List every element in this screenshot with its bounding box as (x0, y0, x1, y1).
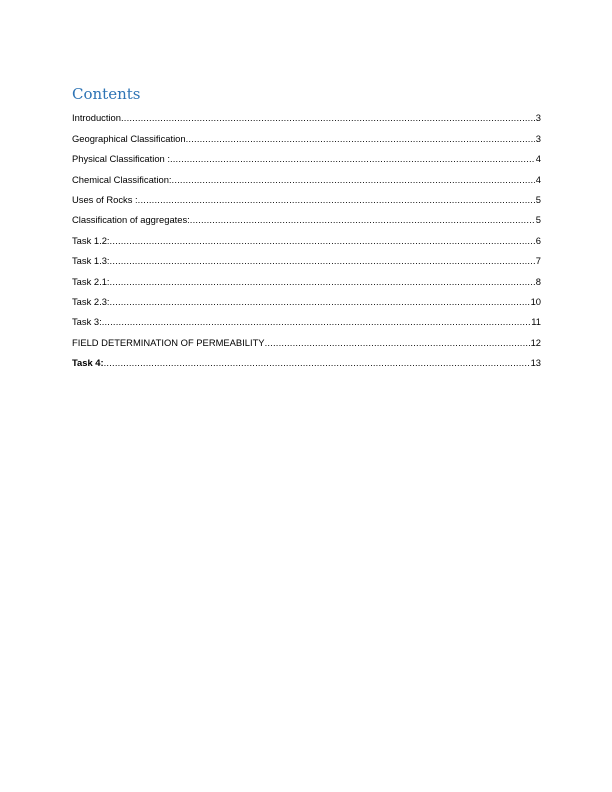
toc-entry-physical-classification[interactable] (72, 145, 541, 165)
toc-entry-geographical-classification[interactable] (72, 124, 541, 144)
toc-dot-leader (190, 214, 535, 226)
toc-entry-classification-of-aggregates[interactable] (72, 206, 541, 226)
toc-entry-page-number: 7 (535, 255, 541, 267)
toc-entry-introduction[interactable] (72, 104, 541, 124)
toc-entry-field-determination-of-permeability[interactable] (72, 328, 541, 348)
toc-dot-leader (172, 174, 535, 186)
toc-entry-label: Task 2.1: (72, 275, 110, 287)
toc-entry-page-number: 13 (530, 357, 541, 369)
toc-entry-uses-of-rocks[interactable] (72, 186, 541, 206)
toc-entry-page-number: 3 (535, 132, 541, 144)
toc-entry-page-number: 11 (531, 316, 541, 328)
toc-entry-page-number: 5 (535, 214, 541, 226)
toc-dot-leader (110, 235, 535, 247)
toc-entry-label: Classification of aggregates: (72, 214, 190, 226)
toc-dot-leader (121, 112, 535, 124)
toc-dot-leader (104, 357, 530, 369)
toc-entry-task-4[interactable] (72, 349, 541, 369)
toc-entry-task-1-2[interactable] (72, 226, 541, 246)
toc-entry-page-number: 6 (535, 234, 541, 246)
toc-entry-page-number: 4 (535, 153, 541, 165)
toc-dot-leader (110, 296, 530, 308)
toc-title: Contents (72, 85, 141, 103)
toc-entry-label: Task 1.2: (72, 234, 110, 246)
toc-entry-label: Task 1.3: (72, 255, 110, 267)
toc-entry-label: FIELD DETERMINATION OF PERMEABILITY (72, 336, 265, 348)
toc-entry-page-number: 4 (535, 173, 541, 185)
toc-entry-chemical-classification[interactable] (72, 165, 541, 185)
toc-entry-label: Geographical Classification (72, 132, 186, 144)
toc-dot-leader (110, 276, 535, 288)
toc-entry-page-number: 3 (535, 112, 541, 124)
toc-list (72, 104, 541, 369)
toc-dot-leader (265, 337, 530, 349)
toc-entry-task-3[interactable] (72, 308, 541, 328)
toc-entry-label: Task 2.3: (72, 295, 110, 307)
toc-entry-task-2-1[interactable] (72, 267, 541, 287)
toc-entry-page-number: 12 (530, 336, 541, 348)
toc-dot-leader (138, 194, 535, 206)
toc-entry-page-number: 8 (535, 275, 541, 287)
toc-dot-leader (110, 255, 535, 267)
toc-entry-task-2-3[interactable] (72, 288, 541, 308)
toc-entry-label: Uses of Rocks : (72, 193, 138, 205)
toc-entry-label: Task 3: (72, 316, 102, 328)
toc-entry-page-number: 5 (535, 193, 541, 205)
toc-entry-label: Physical Classification : (72, 153, 170, 165)
toc-entry-label: Task 4: (72, 357, 104, 369)
toc-dot-leader (170, 153, 535, 165)
toc-dot-leader (102, 316, 531, 328)
toc-entry-label: Introduction (72, 112, 121, 124)
toc-dot-leader (186, 133, 535, 145)
toc-entry-label: Chemical Classification: (72, 173, 172, 185)
toc-entry-page-number: 10 (530, 295, 541, 307)
toc-entry-task-1-3[interactable] (72, 247, 541, 267)
